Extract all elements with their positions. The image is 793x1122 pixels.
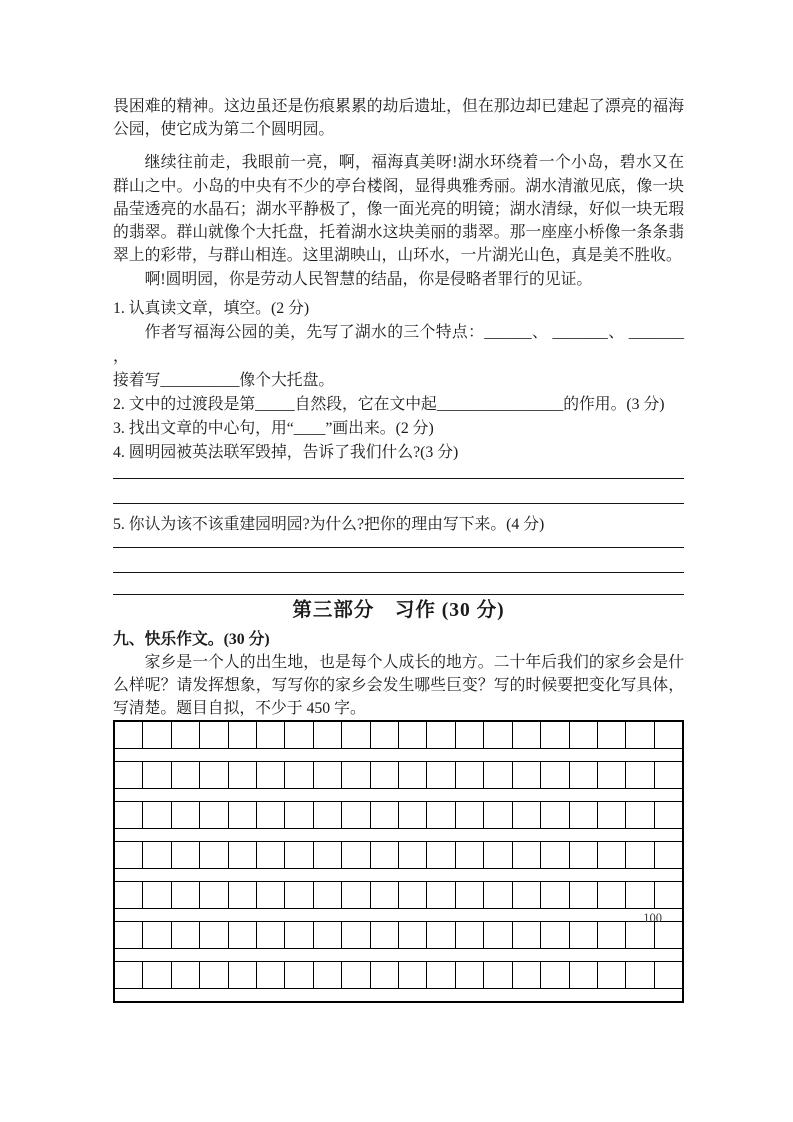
grid-cell [655,802,682,828]
grid-cell [371,842,399,868]
grid-cell [285,842,313,868]
grid-cell [200,962,228,988]
grid-cell [399,962,427,988]
grid-cell [314,762,342,788]
question-3-prompt: 3. 找出文章的中心句，用“____”画出来。(2 分) [113,419,434,437]
grid-cell [598,762,626,788]
grid-cell [342,802,370,828]
grid-cell [314,882,342,908]
grid-cell [257,882,285,908]
grid-cell [143,842,171,868]
question-2-prompt: 2. 文中的过渡段是第_____自然段，它在文中起________________的作用。(3 分) [113,395,665,413]
grid-cell [399,922,427,948]
question-1-fill-blank-line-2: 接着写__________像个大托盘。 [113,371,335,389]
grid-cell [371,882,399,908]
grid-cell [513,962,541,988]
grid-gap-band [115,909,682,926]
grid-cell [229,842,257,868]
question-5-prompt: 5. 你认为该不该重建园明园?为什么?把你的理由写下来。(4 分) [113,515,545,533]
answer-line [113,537,684,548]
grid-cell [115,802,143,828]
grid-cell [115,962,143,988]
passage-paragraph-2: 继续往前走，我眼前一亮，啊，福海真美呀!湖水环绕着一个小岛，碧水又在群山之中。小岛的中央有不少的亭台楼阁，显得典雅秀丽。湖水清澈见底，像一块晶莹透亮的水晶石；湖水平静极了，像一面光亮的明镜；湖水清绿，好似一块无瑕的翡翠。群山就像个大托盘，托着湖水这块美丽的翡翠。那一座座小桥像一条条翡翠上的彩带，与群山相连。这里湖映山，山环水，一片湖光山色，真是美不胜收。 [113,154,684,265]
grid-cell [456,962,484,988]
grid-cell [371,962,399,988]
answer-line [113,465,684,479]
grid-cell [115,762,143,788]
passage-paragraph-3: 啊!圆明园，你是劳动人民智慧的结晶，你是侵略者罪行的见证。 [144,271,593,289]
grid-cell [229,922,257,948]
grid-cell [427,962,455,988]
grid-cell [626,722,654,748]
grid-cell [143,882,171,908]
grid-row [115,762,682,789]
question-4-prompt: 4. 圆明园被英法联军毁掉，告诉了我们什么?(3 分) [113,443,459,461]
grid-cell [143,962,171,988]
grid-cell [371,722,399,748]
grid-cell [541,882,569,908]
grid-cell [229,962,257,988]
grid-cell [541,962,569,988]
grid-cell [257,722,285,748]
grid-cell [484,962,512,988]
answer-line [113,479,684,504]
grid-cell [427,882,455,908]
grid-cell [399,722,427,748]
grid-row [115,962,682,989]
grid-cell [570,762,598,788]
grid-cell [655,722,682,748]
grid-cell [541,842,569,868]
essay-writing-grid [113,720,684,1003]
grid-cell [371,922,399,948]
grid-cell [285,882,313,908]
grid-cell [257,842,285,868]
grid-cell [143,762,171,788]
grid-cell [456,882,484,908]
grid-cell [456,762,484,788]
grid-cell [541,922,569,948]
grid-cell [598,882,626,908]
answer-line [113,573,684,595]
grid-cell [655,962,682,988]
grid-cell [200,722,228,748]
essay-section-title: 九、快乐作文。(30 分) [113,630,270,648]
grid-cell [371,802,399,828]
grid-cell [342,762,370,788]
grid-cell [541,722,569,748]
grid-cell [598,842,626,868]
grid-cell [626,962,654,988]
grid-cell [427,802,455,828]
grid-cell [598,962,626,988]
grid-row [115,922,682,949]
grid-cell [172,922,200,948]
grid-cell [399,802,427,828]
grid-cell [399,842,427,868]
grid-cell [626,922,654,948]
grid-cell [456,922,484,948]
grid-row [115,842,682,869]
grid-gap-band [115,949,682,962]
grid-cell [200,762,228,788]
page-content [113,0,684,1003]
grid-cell [314,962,342,988]
grid-cell [484,922,512,948]
grid-cell [626,842,654,868]
answer-line [113,548,684,573]
grid-cell [200,842,228,868]
grid-cell [285,962,313,988]
grid-cell [513,922,541,948]
grid-cell [200,922,228,948]
grid-cell [285,922,313,948]
grid-cell [427,842,455,868]
grid-cell [655,922,682,948]
grid-cell [342,882,370,908]
essay-instructions: 家乡是一个人的出生地，也是每个人成长的地方。二十年后我们的家乡会是什么样呢？请发挥想象，写写你的家乡会发生哪些巨变？写的时候要把变化写具体，写清楚。题目自拟，不少于 450 字。 [113,653,684,718]
grid-cell [456,842,484,868]
grid-gap-band [115,869,682,882]
grid-cell [200,882,228,908]
grid-cell [342,962,370,988]
grid-cell [484,722,512,748]
grid-cell [513,882,541,908]
grid-cell [484,762,512,788]
grid-cell [427,722,455,748]
grid-cell [456,802,484,828]
grid-cell [257,802,285,828]
grid-cell [314,842,342,868]
grid-gap-band [115,749,682,762]
grid-cell [229,762,257,788]
grid-cell [172,842,200,868]
grid-cell [172,722,200,748]
grid-cell [598,722,626,748]
grid-cell [484,802,512,828]
grid-cell [257,962,285,988]
grid-row [115,882,682,909]
grid-cell [399,882,427,908]
grid-cell [626,802,654,828]
grid-cell [342,922,370,948]
grid-cell [342,842,370,868]
grid-cell [570,962,598,988]
grid-cell [285,762,313,788]
grid-row [115,722,682,749]
grid-cell [541,802,569,828]
grid-cell [314,722,342,748]
grid-cell [541,762,569,788]
grid-cell [257,922,285,948]
grid-cell [427,922,455,948]
grid-gap-band [115,789,682,802]
grid-row [115,802,682,829]
grid-cell [314,922,342,948]
grid-cell [626,762,654,788]
grid-cell [570,802,598,828]
grid-cell [570,722,598,748]
grid-cell [513,842,541,868]
grid-cell [513,802,541,828]
word-count-marker: 100 [643,911,662,926]
grid-cell [598,802,626,828]
grid-cell [115,882,143,908]
grid-cell [115,722,143,748]
grid-cell [371,762,399,788]
grid-cell [484,882,512,908]
grid-cell [143,802,171,828]
question-1-prompt: 1. 认真读文章，填空。(2 分) [113,299,310,317]
grid-cell [143,922,171,948]
grid-cell [513,722,541,748]
grid-cell [626,882,654,908]
grid-cell [257,762,285,788]
passage-paragraph-1: 畏困难的精神。这边虽还是伤痕累累的劫后遗址，但在那边却已建起了漂亮的福海公园，使它成为第二个圆明园。 [113,98,684,139]
grid-cell [143,722,171,748]
grid-cell [172,802,200,828]
grid-cell [513,762,541,788]
grid-cell [655,882,682,908]
section-3-header: 第三部分 习作 (30 分) [292,599,505,621]
grid-cell [427,762,455,788]
grid-cell [172,962,200,988]
grid-cell [570,922,598,948]
grid-cell [229,882,257,908]
grid-cell [115,842,143,868]
grid-cell [598,922,626,948]
grid-cell [229,802,257,828]
grid-cell [342,722,370,748]
grid-gap-band [115,989,682,1001]
grid-cell [229,722,257,748]
grid-cell [285,802,313,828]
grid-cell [456,722,484,748]
grid-cell [570,882,598,908]
grid-cell [314,802,342,828]
grid-cell [285,722,313,748]
question-1-fill-blank-line-1: 作者写福海公园的美，先写了湖水的三个特点：______、 _______、 _______ ， [113,323,684,365]
grid-cell [399,762,427,788]
grid-cell [115,922,143,948]
grid-cell [172,762,200,788]
grid-cell [172,882,200,908]
grid-cell [655,842,682,868]
grid-cell [200,802,228,828]
grid-cell [570,842,598,868]
grid-cell [484,842,512,868]
grid-cell [655,762,682,788]
grid-gap-band [115,829,682,842]
